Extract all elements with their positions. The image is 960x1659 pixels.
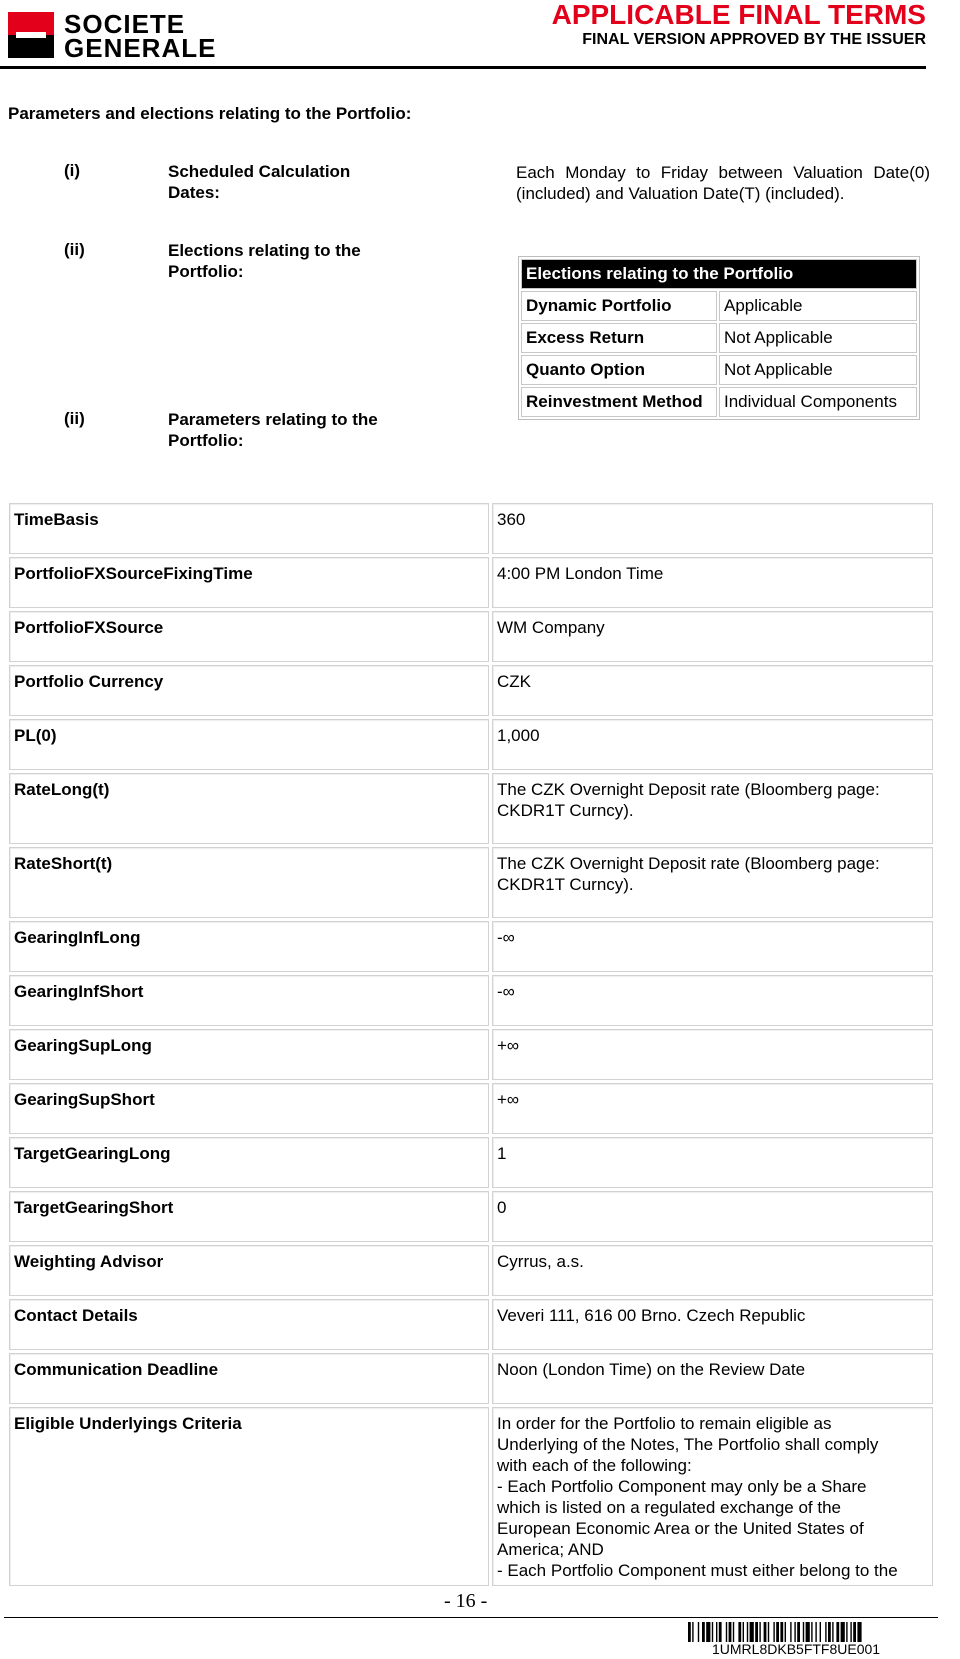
parameters-table <box>6 500 936 1589</box>
parameter-value: 1,000 <box>492 719 933 770</box>
parameter-value: +∞ <box>492 1083 933 1134</box>
table-row <box>9 921 933 972</box>
parameter-value: 1 <box>492 1137 933 1188</box>
table-row <box>9 1083 933 1134</box>
election-key: Dynamic Portfolio <box>521 291 717 321</box>
parameter-key: GearingSupShort <box>9 1083 489 1134</box>
election-value: Not Applicable <box>719 355 917 385</box>
section-title: Parameters and elections relating to the Portfolio: <box>8 104 412 123</box>
parameter-value: Veveri 111, 616 00 Brno. Czech Republic <box>492 1299 933 1350</box>
table-row <box>9 557 933 608</box>
header-divider <box>0 66 926 69</box>
table-row <box>9 719 933 770</box>
parameter-value: -∞ <box>492 975 933 1026</box>
parameter-key: PL(0) <box>9 719 489 770</box>
table-row <box>521 291 917 321</box>
parameter-value: The CZK Overnight Deposit rate (Bloomberg page: CKDR1T Curncy). <box>492 773 933 844</box>
table-row <box>9 975 933 1026</box>
document-title: APPLICABLE FINAL TERMS <box>551 0 926 30</box>
table-row <box>9 665 933 716</box>
item-label: Parameters relating to the Portfolio: <box>168 410 378 450</box>
barcode-icon <box>688 1622 938 1642</box>
parameter-key: TargetGearingLong <box>9 1137 489 1188</box>
parameter-key: PortfolioFXSourceFixingTime <box>9 557 489 608</box>
table-row <box>9 1353 933 1404</box>
parameter-key: Weighting Advisor <box>9 1245 489 1296</box>
calculation-dates-text: Each Monday to Friday between Valuation Date(0) (included) and Valuation Date(T) (included). <box>516 163 930 203</box>
item-number: (ii) <box>64 240 85 259</box>
footer-divider <box>4 1617 938 1618</box>
table-row <box>9 1407 933 1586</box>
elections-table <box>518 256 920 420</box>
parameter-value: In order for the Portfolio to remain eligible as Underlying of the Notes, The Portfolio shall comply with each of the following: - Each Portfolio Component may only be a Share which is listed on a regulated exchange of the European Economic Area or the United States of America; AND - Each Portfolio Component must either belong to the <box>492 1407 933 1586</box>
elections-heading: Elections relating to the Portfolio <box>521 259 917 289</box>
parameter-value: CZK <box>492 665 933 716</box>
table-row <box>9 1029 933 1080</box>
election-key: Reinvestment Method <box>521 387 717 417</box>
parameter-key: RateLong(t) <box>9 773 489 844</box>
table-row <box>9 1299 933 1350</box>
parameter-value: The CZK Overnight Deposit rate (Bloomberg page: CKDR1T Curncy). <box>492 847 933 918</box>
election-value: Applicable <box>719 291 917 321</box>
election-key: Quanto Option <box>521 355 717 385</box>
item-label: Elections relating to the Portfolio: <box>168 241 361 281</box>
item-label: Scheduled Calculation Dates: <box>168 162 351 202</box>
logo-text-line2: GENERALE <box>64 33 217 63</box>
parameter-value: +∞ <box>492 1029 933 1080</box>
table-row <box>9 611 933 662</box>
parameter-key: Portfolio Currency <box>9 665 489 716</box>
election-value: Individual Components <box>719 387 917 417</box>
table-row <box>521 323 917 353</box>
parameter-key: TargetGearingShort <box>9 1191 489 1242</box>
election-key: Excess Return <box>521 323 717 353</box>
parameter-key: GearingSupLong <box>9 1029 489 1080</box>
table-row <box>9 1245 933 1296</box>
table-row <box>9 1137 933 1188</box>
parameter-key: TimeBasis <box>9 503 489 554</box>
table-header-row <box>521 259 917 289</box>
parameter-value: 0 <box>492 1191 933 1242</box>
parameter-value: 4:00 PM London Time <box>492 557 933 608</box>
company-logo <box>8 9 258 63</box>
document-subtitle: FINAL VERSION APPROVED BY THE ISSUER <box>582 31 926 48</box>
table-row <box>521 355 917 385</box>
table-row <box>9 1191 933 1242</box>
parameter-value: 360 <box>492 503 933 554</box>
page-number: - 16 - <box>444 1590 488 1612</box>
item-number: (ii) <box>64 409 85 428</box>
parameter-value: -∞ <box>492 921 933 972</box>
logo-mark-icon <box>8 12 54 58</box>
election-value: Not Applicable <box>719 323 917 353</box>
table-row <box>9 847 933 918</box>
item-number: (i) <box>64 161 81 180</box>
table-row <box>9 773 933 844</box>
parameter-key: GearingInfShort <box>9 975 489 1026</box>
parameter-value: Noon (London Time) on the Review Date <box>492 1353 933 1404</box>
parameter-value: Cyrrus, a.s. <box>492 1245 933 1296</box>
document-code: 1UMRL8DKB5FTF8UE001 <box>712 1641 881 1657</box>
table-row <box>9 503 933 554</box>
parameter-key: GearingInfLong <box>9 921 489 972</box>
parameter-key: Eligible Underlyings Criteria <box>9 1407 489 1586</box>
logo-text-line1: SOCIETE <box>64 9 186 39</box>
parameter-key: Communication Deadline <box>9 1353 489 1404</box>
parameter-value: WM Company <box>492 611 933 662</box>
table-row <box>521 387 917 417</box>
parameter-key: RateShort(t) <box>9 847 489 918</box>
parameter-key: PortfolioFXSource <box>9 611 489 662</box>
parameter-key: Contact Details <box>9 1299 489 1350</box>
